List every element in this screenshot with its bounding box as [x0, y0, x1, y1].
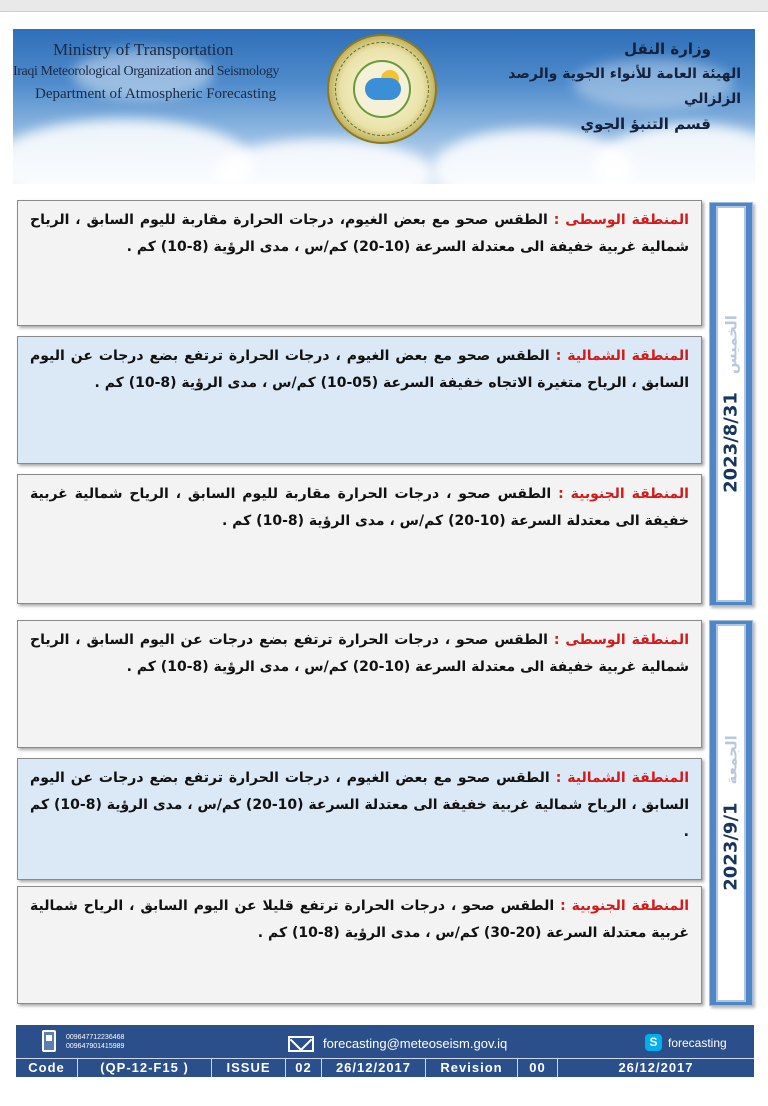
- date-value: 2023/8/31: [720, 392, 742, 493]
- phone-number-1: 009647712236468: [66, 1034, 125, 1041]
- day-name: الجمعة: [722, 735, 741, 785]
- ministry-name-ar: وزارة النقل: [624, 40, 711, 58]
- top-bar: [0, 0, 768, 12]
- forecast-box: المنطقة الجنوبية : الطقس صحو ، درجات الحرارة مقاربة لليوم السابق ، الرياح شمالية غربية خفيفة الى معتدلة السرعة (10-20) كم/س ، مدى الرؤية (8-10) كم .: [17, 474, 702, 604]
- phone-numbers: [66, 1033, 124, 1051]
- email-address: forecasting@meteoseism.gov.iq: [323, 1036, 508, 1051]
- date-column: [709, 620, 753, 1006]
- phone-icon: [42, 1030, 56, 1052]
- region-label: المنطقة الوسطى: [565, 212, 689, 228]
- day-name: الخميس: [722, 315, 741, 375]
- forecast-day-2: [17, 618, 757, 1010]
- region-label: المنطقة الجنوبية: [570, 486, 689, 502]
- region-forecast-text: الطقس صحو مع بعض الغيوم، درجات الحرارة مقاربة لليوم السابق ، الرياح شمالية غربية خفيفة الى معتدلة السرعة (10-20) كم/س ، مدى الرؤية (8-10) كم .: [30, 212, 689, 255]
- forecast-box: المنطقة الشمالية : الطقس صحو مع بعض الغيوم ، درجات الحرارة ترتفع بضع درجات عن اليوم السابق ، الرياح متغيرة الاتجاه خفيفة السرعة (05-10) كم/س ، مدى الرؤية (8-10) كم .: [17, 336, 702, 464]
- region-label: المنطقة الشمالية: [567, 348, 689, 364]
- code-label: Code: [16, 1059, 78, 1077]
- department-name-en: Department of Atmospheric Forecasting: [35, 86, 277, 102]
- region-forecast-text: الطقس صحو مع بعض الغيوم ، درجات الحرارة ترتفع بضع درجات عن اليوم السابق ، الرياح شمالية غربية خفيفة الى معتدلة السرعة (10-20) كم/س ، مدى الرؤية (8-10) كم .: [30, 770, 689, 840]
- revision-date: 26/12/2017: [618, 1060, 694, 1075]
- region-forecast-text: الطقس صحو مع بعض الغيوم ، درجات الحرارة ترتفع بضع درجات عن اليوم السابق ، الرياح متغيرة الاتجاه خفيفة السرعة (05-10) كم/س ، مدى الرؤية (8-10) كم .: [30, 348, 689, 391]
- forecast-date: [721, 315, 742, 493]
- document-control-row: [16, 1058, 754, 1077]
- revision-value: 00: [518, 1059, 558, 1077]
- region-forecast-text: الطقس صحو ، درجات الحرارة مقاربة لليوم السابق ، الرياح شمالية غربية خفيفة الى معتدلة السرعة (10-20) كم/س ، مدى الرؤية (8-10) كم .: [30, 486, 689, 529]
- date-column: [709, 202, 753, 606]
- header-arabic-titles: [491, 37, 741, 137]
- forecast-date: [721, 735, 742, 891]
- department-name-ar: قسم التنبؤ الجوي: [580, 115, 711, 133]
- header-english-titles: [13, 39, 293, 105]
- region-label: المنطقة الشمالية: [567, 770, 689, 786]
- skype-icon: S: [645, 1034, 662, 1051]
- code-value: (QP-12-F15 ): [78, 1059, 212, 1077]
- organization-name-ar: الهيئة العامة للأنواء الجوية والرصد الزلزالي: [508, 66, 741, 107]
- forecast-box: المنطقة الشمالية : الطقس صحو مع بعض الغيوم ، درجات الحرارة ترتفع بضع درجات عن اليوم السابق ، الرياح شمالية غربية خفيفة الى معتدلة السرعة (10-20) كم/س ، مدى الرؤية (8-10) كم .: [17, 758, 702, 880]
- date-value: 2023/9/1: [720, 802, 742, 891]
- revision-label: Revision: [426, 1059, 518, 1077]
- forecast-box: المنطقة الوسطى : الطقس صحو ، درجات الحرارة ترتفع بضع درجات عن اليوم السابق ، الرياح شمالية غربية خفيفة الى معتدلة السرعة (10-20) كم/س ، مدى الرؤية (8-10) كم .: [17, 620, 702, 748]
- forecast-day-1: [17, 198, 757, 608]
- forecast-box: المنطقة الجنوبية : الطقس صحو ، درجات الحرارة ترتفع قليلا عن اليوم السابق ، الرياح شمالية غربية معتدلة السرعة (20-30) كم/س ، مدى الرؤية (8-10) كم .: [17, 886, 702, 1004]
- issue-label: ISSUE: [212, 1059, 286, 1077]
- organization-name-en: Iraqi Meteorological Organization and Seismology: [13, 64, 279, 79]
- envelope-icon: [288, 1036, 314, 1052]
- document-footer: [16, 1025, 754, 1077]
- organization-logo-icon: [327, 34, 437, 144]
- ministry-name-en: Ministry of Transportation: [53, 40, 234, 59]
- region-label: المنطقة الجنوبية: [571, 898, 689, 914]
- region-forecast-text: الطقس صحو ، درجات الحرارة ترتفع قليلا عن اليوم السابق ، الرياح شمالية غربية معتدلة السرعة (20-30) كم/س ، مدى الرؤية (8-10) كم .: [30, 898, 689, 941]
- skype-handle: forecasting: [668, 1036, 727, 1050]
- region-label: المنطقة الوسطى: [565, 632, 689, 648]
- issue-date: 26/12/2017: [322, 1059, 426, 1077]
- phone-number-2: 009647901415989: [66, 1043, 125, 1050]
- forecast-box: المنطقة الوسطى : الطقس صحو مع بعض الغيوم، درجات الحرارة مقاربة لليوم السابق ، الرياح شمالية غربية خفيفة الى معتدلة السرعة (10-20) كم/س ، مدى الرؤية (8-10) كم .: [17, 200, 702, 326]
- issue-value: 02: [286, 1059, 322, 1077]
- region-forecast-text: الطقس صحو ، درجات الحرارة ترتفع بضع درجات عن اليوم السابق ، الرياح شمالية غربية خفيفة الى معتدلة السرعة (10-20) كم/س ، مدى الرؤية (8-10) كم .: [30, 632, 689, 675]
